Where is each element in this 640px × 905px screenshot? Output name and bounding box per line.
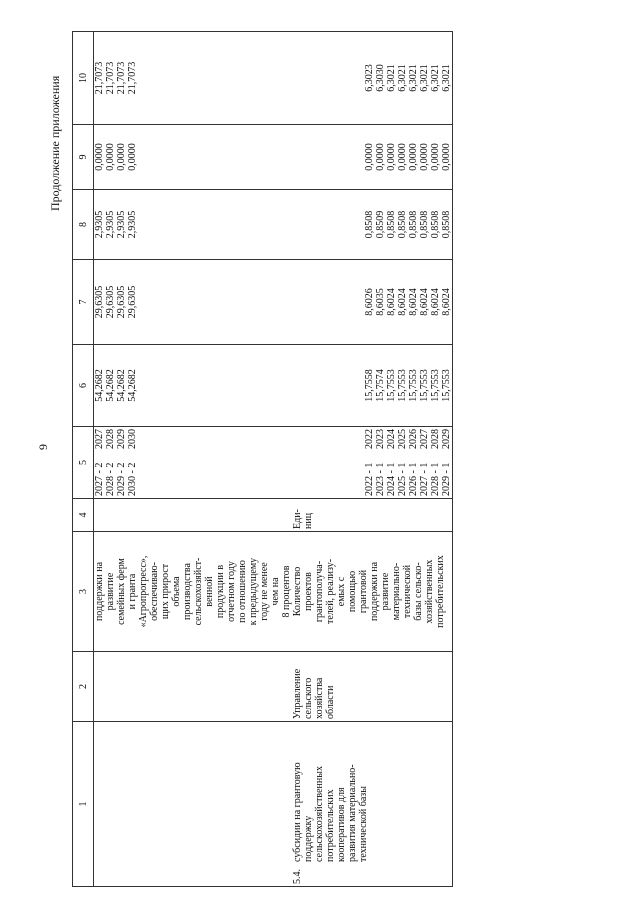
value-v9: 0,0000 xyxy=(386,143,397,171)
period-year: 2022 xyxy=(364,429,375,449)
value-v6: 15,7553 xyxy=(419,369,430,402)
value-v7: 29,6305 xyxy=(94,285,105,319)
value-v6: 15,7574 xyxy=(375,369,386,402)
header-col-3: 3 xyxy=(73,532,94,652)
cell-col9 xyxy=(292,125,453,190)
period-code: 2027 - 1 xyxy=(419,462,430,496)
value-v8: 0,8508 xyxy=(441,210,452,239)
value-v7: 8,6026 xyxy=(364,288,375,316)
indicator-line: грантополуча- xyxy=(314,560,325,623)
indicator-line: поддержки на xyxy=(369,561,380,622)
period-year: 2025 xyxy=(397,429,408,449)
value-v8: 2,9305 xyxy=(116,210,127,239)
indicator-line: «Агропрогресс», xyxy=(138,555,149,628)
value-v7: 29,6305 xyxy=(127,285,138,319)
value-v6: 54,2682 xyxy=(116,369,127,402)
period-code: 2029 - 2 xyxy=(116,462,127,496)
unit-line: ниц xyxy=(303,512,314,529)
cell-unit xyxy=(292,499,453,532)
indicator-line: отчетном году xyxy=(226,561,237,622)
row-number: 5.4. xyxy=(292,869,303,884)
measure-name xyxy=(292,724,369,862)
cell-unit xyxy=(94,499,293,532)
indicator-line: грантовой xyxy=(358,569,369,614)
cell-col8 xyxy=(292,190,453,260)
indicator-line: материально- xyxy=(391,562,402,621)
period-entry xyxy=(386,429,397,496)
appendix-continuation-note: Продолжение приложения xyxy=(48,75,62,211)
period-entry xyxy=(105,429,116,496)
responsible-line: области xyxy=(325,685,336,719)
value-v6: 15,7553 xyxy=(397,369,408,402)
value-v9: 0,0000 xyxy=(127,143,138,171)
period-code: 2022 - 1 xyxy=(364,462,375,496)
period-code: 2030 - 2 xyxy=(127,462,138,496)
indicator-line: по отношению xyxy=(237,560,248,623)
period-code: 2023 - 1 xyxy=(375,462,386,496)
indicator-line: продукции в xyxy=(215,564,226,619)
cell-col10 xyxy=(292,32,453,125)
period-entry xyxy=(94,429,105,496)
name-line: развития материально- xyxy=(347,764,358,862)
value-v8: 2,9305 xyxy=(105,210,116,239)
value-v6: 15,7553 xyxy=(441,369,452,402)
value-v7: 8,6024 xyxy=(397,288,408,316)
value-v9: 0,0000 xyxy=(116,143,127,171)
value-v10: 6,3021 xyxy=(441,64,452,92)
value-v8: 0,8508 xyxy=(430,210,441,239)
period-year: 2029 xyxy=(116,429,127,449)
value-v7: 8,6024 xyxy=(441,288,452,316)
header-col-9: 9 xyxy=(73,125,94,190)
value-v9: 0,0000 xyxy=(419,143,430,171)
value-v9: 0,0000 xyxy=(408,143,419,171)
header-col-8: 8 xyxy=(73,190,94,260)
value-v9: 0,0000 xyxy=(397,143,408,171)
indicator-line: чем на xyxy=(270,577,281,606)
period-year: 2023 xyxy=(375,429,386,449)
value-v10: 21,7073 xyxy=(105,61,116,95)
cell-name xyxy=(292,722,453,887)
value-v6: 15,7553 xyxy=(430,369,441,402)
value-v10: 21,7073 xyxy=(127,61,138,95)
value-v7: 29,6305 xyxy=(116,285,127,319)
value-v8: 0,8508 xyxy=(386,210,397,239)
period-entry xyxy=(441,429,452,496)
indicator-line: семейных ферм xyxy=(116,558,127,625)
value-v10: 6,3030 xyxy=(375,64,386,92)
cell-responsible xyxy=(94,652,293,722)
indicator-line: обеспечиваю- xyxy=(149,562,160,621)
value-v9: 0,0000 xyxy=(375,143,386,171)
period-entry xyxy=(408,429,419,496)
value-v6: 15,7553 xyxy=(386,369,397,402)
period-code: 2028 - 1 xyxy=(430,462,441,496)
period-code: 2025 - 1 xyxy=(397,462,408,496)
value-v7: 29,6305 xyxy=(105,285,116,319)
name-line: субсидии на грантовую xyxy=(292,762,303,862)
cell-col6 xyxy=(94,345,293,427)
responsible-line: хозяйства xyxy=(314,677,325,719)
value-v7: 8,6035 xyxy=(375,288,386,316)
period-entry xyxy=(419,429,430,496)
period-entry xyxy=(127,429,138,496)
header-col-2: 2 xyxy=(73,652,94,722)
responsible-line: сельского xyxy=(303,677,314,719)
period-code: 2024 - 1 xyxy=(386,462,397,496)
header-col-1: 1 xyxy=(73,722,94,887)
value-v6: 54,2682 xyxy=(94,369,105,402)
name-line: потребительских xyxy=(325,789,336,862)
cell-col7 xyxy=(94,260,293,345)
indicator-line: развитие xyxy=(380,572,391,611)
indicator-line: телей, реализу- xyxy=(325,558,336,625)
unit-line: Еди- xyxy=(292,509,303,529)
indicator-line: поддержки на xyxy=(94,561,105,622)
cell-col8 xyxy=(94,190,293,260)
indicator-line: базы сельско- xyxy=(413,562,424,621)
period-entry xyxy=(397,429,408,496)
value-v9: 0,0000 xyxy=(430,143,441,171)
period-entry xyxy=(375,429,386,496)
indicator-line: производства xyxy=(182,563,193,620)
appendix-table xyxy=(72,31,453,887)
value-v8: 0,8508 xyxy=(364,210,375,239)
indicator-line: проектов xyxy=(303,572,314,611)
value-v9: 0,0000 xyxy=(94,143,105,171)
value-v10: 6,3021 xyxy=(408,64,419,92)
period-code: 2027 - 2 xyxy=(94,462,105,496)
period-year: 2024 xyxy=(386,429,397,449)
indicator-line: 8 процентов xyxy=(281,565,292,618)
cell-col9 xyxy=(94,125,293,190)
header-col-10: 10 xyxy=(73,32,94,125)
page-number: 9 xyxy=(36,444,50,450)
indicator-line: развитие xyxy=(105,572,116,611)
name-line: технической базы xyxy=(358,786,369,862)
header-col-6: 6 xyxy=(73,345,94,427)
value-v8: 2,9305 xyxy=(94,210,105,239)
indicator-line: сельскохозяйст- xyxy=(193,557,204,626)
indicator-line: технической xyxy=(402,564,413,619)
name-line: поддержку xyxy=(303,815,314,862)
indicator-line: и гранта xyxy=(127,573,138,610)
header-col-5: 5 xyxy=(73,427,94,499)
period-entry xyxy=(116,429,127,496)
cell-col6 xyxy=(292,345,453,427)
cell-name xyxy=(94,722,293,887)
period-year: 2026 xyxy=(408,429,419,449)
value-v8: 2,9305 xyxy=(127,210,138,239)
indicator-line: Количество xyxy=(292,566,303,617)
value-v6: 15,7558 xyxy=(364,369,375,402)
cell-indicator xyxy=(94,532,293,652)
indicator-line: потребительских xyxy=(435,555,446,628)
period-code: 2026 - 1 xyxy=(408,462,419,496)
indicator-line: помощью xyxy=(347,570,358,613)
period-year: 2027 xyxy=(419,429,430,449)
cell-indicator xyxy=(292,532,453,652)
period-entry xyxy=(430,429,441,496)
value-v10: 6,3021 xyxy=(386,64,397,92)
table-row xyxy=(94,32,293,887)
value-v10: 6,3023 xyxy=(364,64,375,92)
period-code: 2028 - 2 xyxy=(105,462,116,496)
table-row xyxy=(292,32,453,887)
responsible-line: Управление xyxy=(292,668,303,719)
period-year: 2030 xyxy=(127,429,138,449)
value-v10: 6,3021 xyxy=(397,64,408,92)
value-v7: 8,6024 xyxy=(419,288,430,316)
period-year: 2029 xyxy=(441,429,452,449)
indicator-line: году не менее xyxy=(259,562,270,621)
indicator-line: щих прирост xyxy=(160,563,171,620)
header-col-4: 4 xyxy=(73,499,94,532)
indicator-line: венной xyxy=(204,576,215,607)
value-v7: 8,6024 xyxy=(386,288,397,316)
indicator-line: хозяйственных xyxy=(424,559,435,624)
cell-responsible xyxy=(292,652,453,722)
value-v9: 0,0000 xyxy=(105,143,116,171)
value-v6: 15,7553 xyxy=(408,369,419,402)
value-v10: 6,3021 xyxy=(419,64,430,92)
value-v9: 0,0000 xyxy=(441,143,452,171)
value-v8: 0,8508 xyxy=(408,210,419,239)
name-line: сельскохозяйственных xyxy=(314,766,325,862)
value-v8: 0,8508 xyxy=(397,210,408,239)
cell-period xyxy=(292,427,453,499)
value-v8: 0,8508 xyxy=(419,210,430,239)
value-v6: 54,2682 xyxy=(105,369,116,402)
period-entry xyxy=(364,429,375,496)
value-v10: 6,3021 xyxy=(430,64,441,92)
name-line: кооперативов для xyxy=(336,787,347,862)
value-v7: 8,6024 xyxy=(430,288,441,316)
cell-col7 xyxy=(292,260,453,345)
cell-period xyxy=(94,427,293,499)
header-row xyxy=(73,32,94,887)
period-year: 2028 xyxy=(430,429,441,449)
indicator-line: емых с xyxy=(336,576,347,607)
value-v10: 21,7073 xyxy=(116,61,127,95)
value-v8: 0,8509 xyxy=(375,210,386,239)
indicator-line: к предыдущему xyxy=(248,557,259,626)
period-code: 2029 - 1 xyxy=(441,462,452,496)
cell-col10 xyxy=(94,32,293,125)
header-col-7: 7 xyxy=(73,260,94,345)
value-v10: 21,7073 xyxy=(94,61,105,95)
value-v6: 54,2682 xyxy=(127,369,138,402)
period-year: 2028 xyxy=(105,429,116,449)
indicator-line: объема xyxy=(171,576,182,607)
value-v9: 0,0000 xyxy=(364,143,375,171)
period-year: 2027 xyxy=(94,429,105,449)
value-v7: 8,6024 xyxy=(408,288,419,316)
